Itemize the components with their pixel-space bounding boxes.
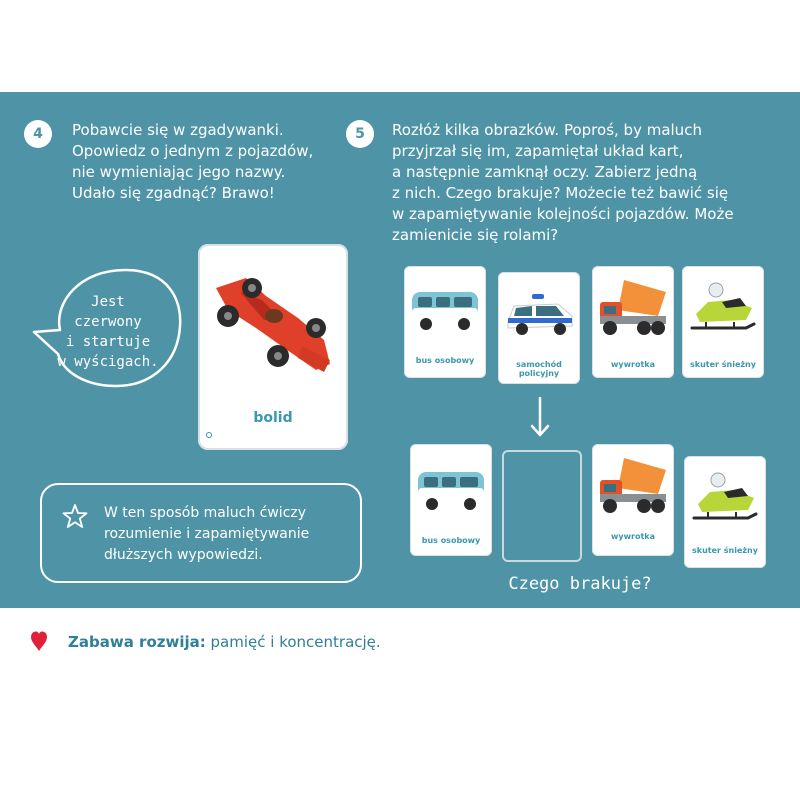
missing-question: Czego brakuje? [508, 574, 652, 594]
dump-truck-icon [596, 276, 670, 338]
snowmobile-icon [688, 470, 762, 528]
dump-truck-icon [596, 454, 670, 516]
tip-text: W ten sposób maluch ćwiczy rozumienie i zapamiętywanie dłuższych wypowiedzi. [104, 505, 310, 563]
step-4-text: Pobawcie się w zgadywanki. Opowiedz o jednym z pojazdów, nie wymieniając jego nazwy. Udało się zgadnąć? Brawo! [72, 121, 314, 202]
card-snowmobile [682, 266, 764, 378]
card-police-car [498, 272, 580, 384]
step-5-number: 5 [346, 120, 374, 148]
card-label: skuter śnieżny [690, 360, 756, 369]
arrow-down-icon [530, 396, 550, 438]
race-car-icon [206, 268, 340, 378]
footer-skills-text: pamięć i koncentrację. [205, 633, 381, 651]
card-bus [404, 266, 486, 378]
bus-icon [410, 288, 480, 332]
card-dot [206, 432, 212, 438]
bus-icon [416, 468, 486, 512]
speech-bubble-text: Jest czerwony i startuje w wyścigach. [57, 294, 159, 370]
card-label: bus osobowy [421, 536, 481, 545]
heart-icon [30, 630, 48, 652]
police-car-icon [502, 292, 576, 336]
card-label: samochód policyjny [516, 360, 562, 378]
card-bus [410, 444, 492, 556]
star-icon [62, 503, 88, 529]
card-snowmobile [684, 456, 766, 568]
step-5-text: Rozłóż kilka obrazków. Poproś, by maluch przyjrzał się im, zapamiętał układ kart, a następnie zamknął oczy. Zabierz jedną z nich. Czego brakuje? Możecie też bawić się w zapamiętywanie kolejności pojazdów. Może zamienicie się rolami? [392, 121, 734, 244]
footer-skills-label: Zabawa rozwija: [68, 633, 206, 651]
missing-card-slot [502, 450, 582, 562]
snowmobile-icon [686, 280, 760, 338]
footer-skills [68, 633, 381, 651]
card-label: wywrotka [611, 360, 655, 369]
card-dump-truck [592, 444, 674, 556]
card-label: wywrotka [611, 532, 655, 541]
card-label: bolid [253, 410, 293, 426]
card-label: skuter śnieżny [692, 546, 758, 555]
card-label: bus osobowy [415, 356, 475, 365]
card-race-car [198, 244, 348, 450]
step-4-number: 4 [24, 120, 52, 148]
card-dump-truck [592, 266, 674, 378]
